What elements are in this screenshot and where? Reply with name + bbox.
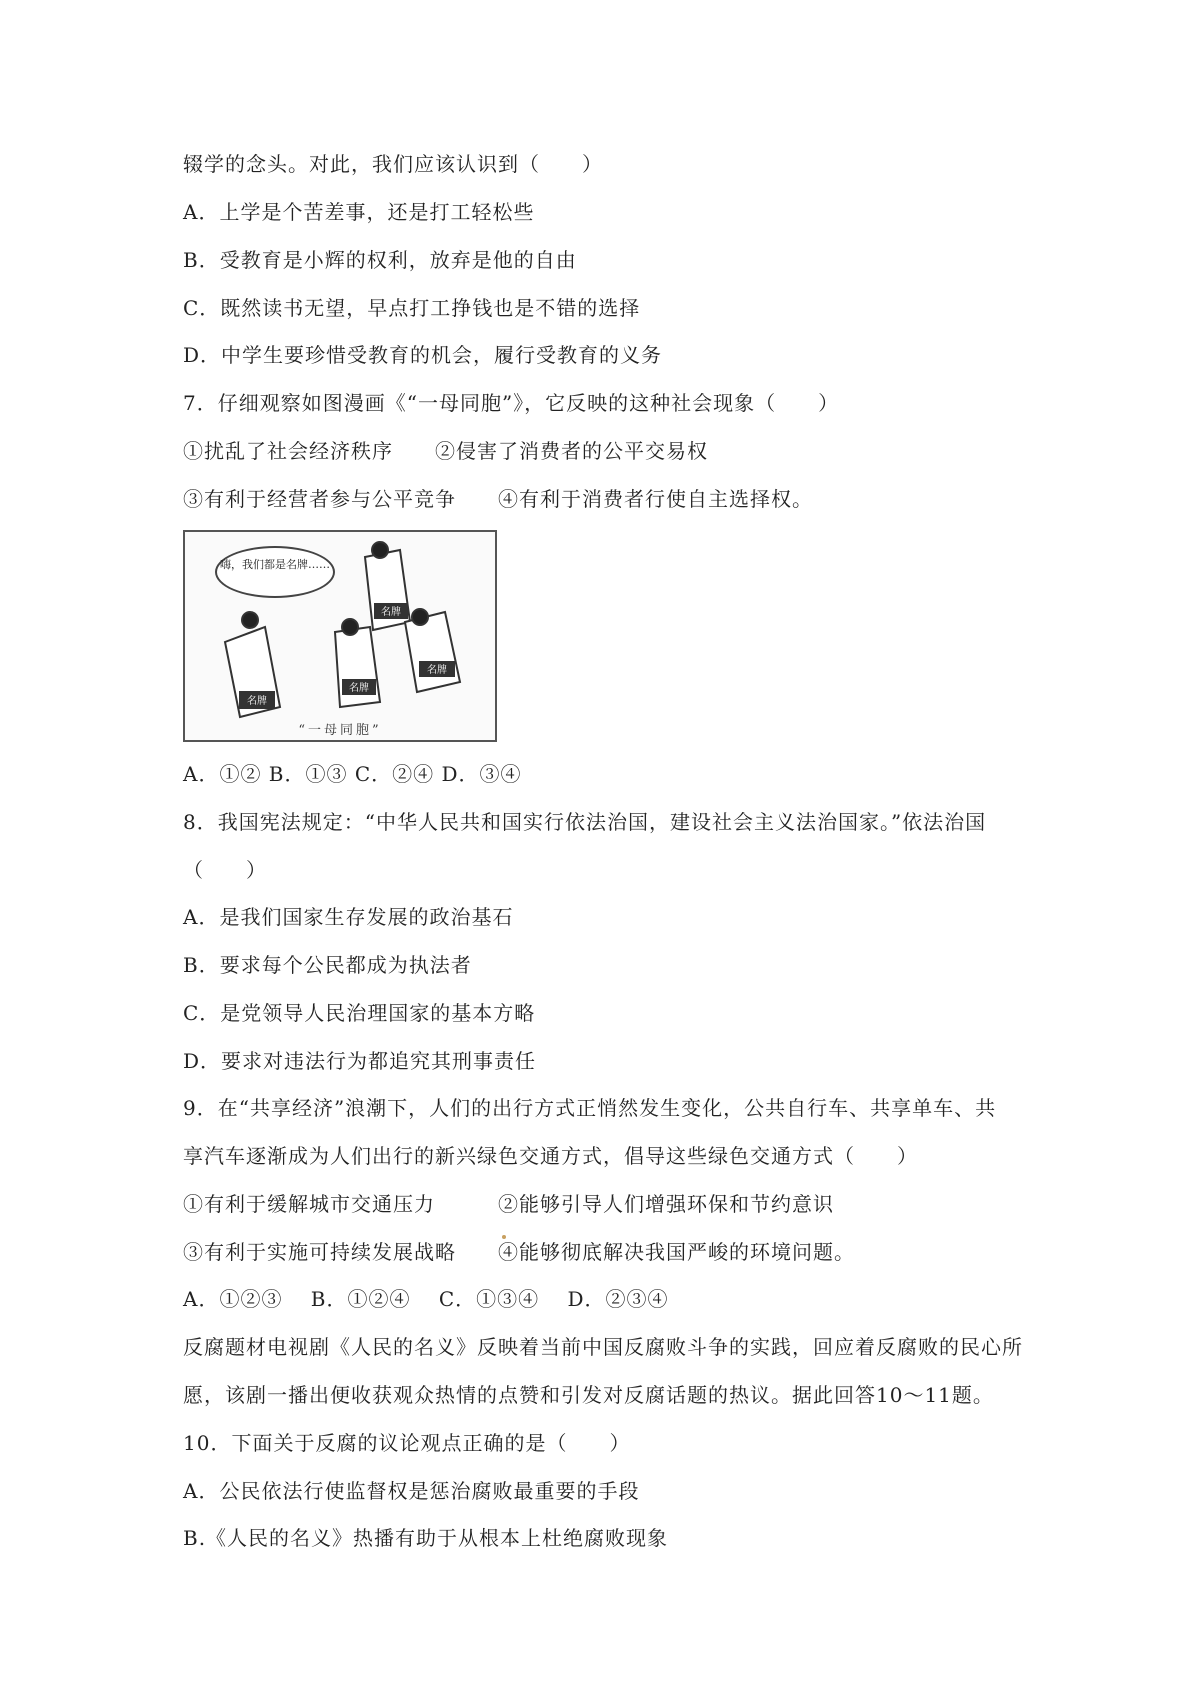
answer-options: A．①② B．①③ C．②④ D．③④ bbox=[183, 762, 522, 786]
text-line: C．既然读书无望，早点打工挣钱也是不错的选择 bbox=[183, 296, 641, 320]
text-line: A．公民依法行使监督权是惩治腐败最重要的手段 bbox=[183, 1479, 640, 1503]
text-line: ①有利于缓解城市交通压力 ②能够引导人们增强环保和节约意识 bbox=[183, 1192, 834, 1216]
comic-figures bbox=[185, 532, 495, 722]
text-line: B．受教育是小辉的权利，放弃是他的自由 bbox=[183, 248, 577, 272]
brand-figure bbox=[405, 609, 460, 692]
brand-label: 名牌 bbox=[247, 696, 267, 707]
stray-mark bbox=[502, 1235, 506, 1239]
comic-illustration bbox=[183, 530, 497, 742]
text-line: D．中学生要珍惜受教育的机会，履行受教育的义务 bbox=[183, 343, 663, 367]
answer-options: A．①②③ B．①②④ C．①③④ D．②③④ bbox=[183, 1287, 669, 1311]
question-8: 8．我国宪法规定：“中华人民共和国实行依法治国，建设社会主义法治国家。”依法治国 bbox=[183, 810, 987, 834]
question-9: 9．在“共享经济”浪潮下，人们的出行方式正悄然发生变化，公共自行车、共享单车、共 bbox=[183, 1096, 997, 1120]
comic-caption: “一母同胞” bbox=[298, 723, 382, 738]
question-10: 10．下面关于反腐的议论观点正确的是（ ） bbox=[183, 1431, 631, 1455]
speech-bubble: 嗨，我们都是名牌…… bbox=[215, 546, 335, 598]
text-line: 辍学的念头。对此，我们应该认识到（ ） bbox=[183, 152, 603, 176]
text-line: 享汽车逐渐成为人们出行的新兴绿色交通方式，倡导这些绿色交通方式（ ） bbox=[183, 1144, 918, 1168]
text-line: C．是党领导人民治理国家的基本方略 bbox=[183, 1001, 536, 1025]
brand-label: 名牌 bbox=[427, 665, 447, 676]
text-line: ③有利于实施可持续发展战略 ④能够彻底解决我国严峻的环境问题。 bbox=[183, 1240, 855, 1264]
text-line: D．要求对违法行为都追究其刑事责任 bbox=[183, 1049, 537, 1073]
brand-label: 名牌 bbox=[349, 683, 369, 694]
question-7: 7．仔细观察如图漫画《“一母同胞”》，它反映的这种社会现象（ ） bbox=[183, 391, 840, 415]
passage-text: 愿，该剧一播出便收获观众热情的点赞和引发对反腐话题的热议。据此回答10～11题。 bbox=[183, 1383, 994, 1407]
text-line: （ ） bbox=[183, 858, 267, 882]
text-line: A．是我们国家生存发展的政治基石 bbox=[183, 905, 514, 929]
text-line: B．要求每个公民都成为执法者 bbox=[183, 953, 472, 977]
text-line: B.《人民的名义》热播有助于从根本上杜绝腐败现象 bbox=[183, 1526, 669, 1550]
text-line: ①扰乱了社会经济秩序 ②侵害了消费者的公平交易权 bbox=[183, 439, 708, 463]
text-line: ③有利于经营者参与公平竞争 ④有利于消费者行使自主选择权。 bbox=[183, 487, 813, 511]
text-line: A．上学是个苦差事，还是打工轻松些 bbox=[183, 200, 535, 224]
brand-label: 名牌 bbox=[381, 607, 401, 618]
passage-text: 反腐题材电视剧《人民的名义》反映着当前中国反腐败斗争的实践，回应着反腐败的民心所 bbox=[183, 1335, 1023, 1359]
